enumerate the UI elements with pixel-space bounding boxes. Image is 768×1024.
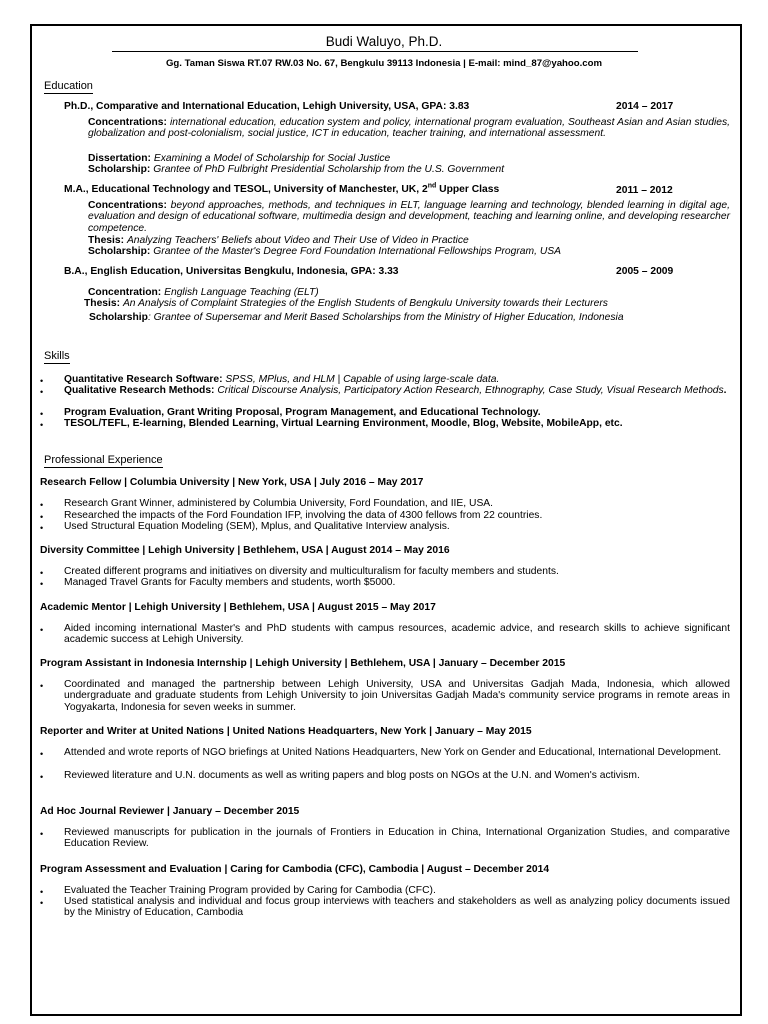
bullet-icon: • xyxy=(40,898,44,908)
job-bullet: Used statistical analysis and individual and focus group interviews with teachers and stakeholders as well as analyzing policy documents issued by the Ministry of Education, Cambodia xyxy=(64,896,730,919)
bullet-icon: • xyxy=(40,579,44,589)
job-title: Ad Hoc Journal Reviewer | January – December 2015 xyxy=(40,806,300,817)
job-title: Academic Mentor | Lehigh University | Bethlehem, USA | August 2015 – May 2017 xyxy=(40,602,436,613)
phd-concentrations: Concentrations: international education, education system and policy, international program evaluation, Southeast Asian and Asian studies, globalization and post-colonialism, social justice, ICT in education, teacher training, and international assessment. xyxy=(88,117,730,140)
name-underline xyxy=(112,51,638,52)
job-bullet: Researched the impacts of the Ford Foundation IFP, involving the data of 4300 fellows from 22 countries. xyxy=(64,510,543,521)
job-bullet: Research Grant Winner, administered by Columbia University, Ford Foundation, and IIE, USA. xyxy=(64,498,494,509)
contact-line: Gg. Taman Siswa RT.07 RW.03 No. 67, Bengkulu 39113 Indonesia | E-mail: mind_87@yahoo.com xyxy=(165,58,603,69)
job-title: Program Assistant in Indonesia Internship | Lehigh University | Bethlehem, USA | January – December 2015 xyxy=(40,658,566,669)
job-title: Diversity Committee | Lehigh University | Bethlehem, USA | August 2014 – May 2016 xyxy=(40,545,450,556)
bullet-icon: • xyxy=(40,829,44,839)
job-bullet: Aided incoming international Master's and PhD students with campus resources, academic advice, and research skills to achieve significant academic success at Lehigh University. xyxy=(64,623,730,646)
phd-title: Ph.D., Comparative and International Education, Lehigh University, USA, GPA: 3.83 xyxy=(64,101,470,112)
bullet-icon: • xyxy=(40,568,44,578)
skills-heading: Skills xyxy=(44,350,70,362)
bullet-icon: • xyxy=(40,420,44,430)
phd-years: 2014 – 2017 xyxy=(616,101,674,112)
bullet-icon: • xyxy=(40,500,44,510)
ba-scholarship: Scholarship: Grantee of Supersemar and Merit Based Scholarships from the Ministry of Higher Education, Indonesia xyxy=(89,312,624,323)
job-title: Program Assessment and Evaluation | Caring for Cambodia (CFC), Cambodia | August – December 2014 xyxy=(40,864,550,875)
bullet-icon: • xyxy=(40,387,44,397)
bullet-icon: • xyxy=(40,625,44,635)
bullet-icon: • xyxy=(40,376,44,386)
job-bullet: Managed Travel Grants for Faculty members and students, worth $5000. xyxy=(64,577,396,588)
bullet-icon: • xyxy=(40,512,44,522)
job-bullet: Used Structural Equation Modeling (SEM), Mplus, and Qualitative Interview analysis. xyxy=(64,521,450,532)
ma-scholarship: Scholarship: Grantee of the Master's Degree Ford Foundation International Fellowships Program, USA xyxy=(88,246,561,257)
ma-concentrations: Concentrations: beyond approaches, methods, and techniques in ELT, language learning and technology, blended learning in digital age, evaluation and design of educational software, multimedia design and development, teaching and learning online, and developing researcher competence. xyxy=(88,200,730,234)
skill-item: Qualitative Research Methods: Critical Discourse Analysis, Participatory Action Research, Ethnography, Case Study, Visual Research Methods. xyxy=(64,385,727,396)
job-title: Research Fellow | Columbia University | New York, USA | July 2016 – May 2017 xyxy=(40,477,424,488)
ba-years: 2005 – 2009 xyxy=(616,266,674,277)
ba-concentration: Concentration: English Language Teaching (ELT) xyxy=(88,287,319,298)
phd-dissertation: Dissertation: Examining a Model of Scholarship for Social Justice xyxy=(88,153,391,164)
bullet-icon: • xyxy=(40,749,44,759)
job-bullet: Reviewed literature and U.N. documents as well as writing papers and blog posts on NGOs at the U.N. and Women's activism. xyxy=(64,770,640,781)
phd-scholarship: Scholarship: Grantee of PhD Fulbright Presidential Scholarship from the U.S. Government xyxy=(88,164,505,175)
job-bullet: Coordinated and managed the partnership between Lehigh University, USA and Universitas Gadjah Mada, Indonesia, which allowed undergraduate and graduate students from Lehigh University to join Universitas Gadjah Mada's community service programs in remote areas in Yogyakarta, Indonesia for seven weeks in summer. xyxy=(64,679,730,713)
job-bullet: Created different programs and initiatives on diversity and multiculturalism for faculty members and students. xyxy=(64,566,559,577)
ma-years: 2011 – 2012 xyxy=(616,185,673,196)
job-title: Reporter and Writer at United Nations | United Nations Headquarters, New York | January – May 2015 xyxy=(40,726,532,737)
ba-thesis: Thesis: An Analysis of Complaint Strategies of the English Students of Bengkulu University towards their Lecturers xyxy=(84,298,608,309)
ma-title: M.A., Educational Technology and TESOL, University of Manchester, UK, 2nd Upper Class xyxy=(64,182,500,195)
education-heading: Education xyxy=(44,80,93,92)
bullet-icon: • xyxy=(40,681,44,691)
experience-heading: Professional Experience xyxy=(44,454,163,466)
skill-item: Program Evaluation, Grant Writing Proposal, Program Management, and Educational Technology. xyxy=(64,407,541,418)
skill-item: Quantitative Research Software: SPSS, MPlus, and HLM | Capable of using large-scale data. xyxy=(64,374,500,385)
bullet-icon: • xyxy=(40,772,44,782)
job-bullet: Evaluated the Teacher Training Program provided by Caring for Cambodia (CFC). xyxy=(64,885,436,896)
bullet-icon: • xyxy=(40,523,44,533)
resume-name: Budi Waluyo, Ph.D. xyxy=(325,34,443,49)
ma-thesis: Thesis: Analyzing Teachers' Beliefs about Video and Their Use of Video in Practice xyxy=(88,235,469,246)
bullet-icon: • xyxy=(40,887,44,897)
bullet-icon: • xyxy=(40,409,44,419)
skill-item: TESOL/TEFL, E-learning, Blended Learning, Virtual Learning Environment, Moodle, Blog, Website, MobileApp, etc. xyxy=(64,418,623,429)
ba-title: B.A., English Education, Universitas Bengkulu, Indonesia, GPA: 3.33 xyxy=(64,266,399,277)
job-bullet: Reviewed manuscripts for publication in the journals of Frontiers in Education in China, International Organization Studies, and comparative Education Review. xyxy=(64,827,730,850)
job-bullet: Attended and wrote reports of NGO briefings at United Nations Headquarters, New York on Gender and Educational, International Development. xyxy=(64,747,722,758)
